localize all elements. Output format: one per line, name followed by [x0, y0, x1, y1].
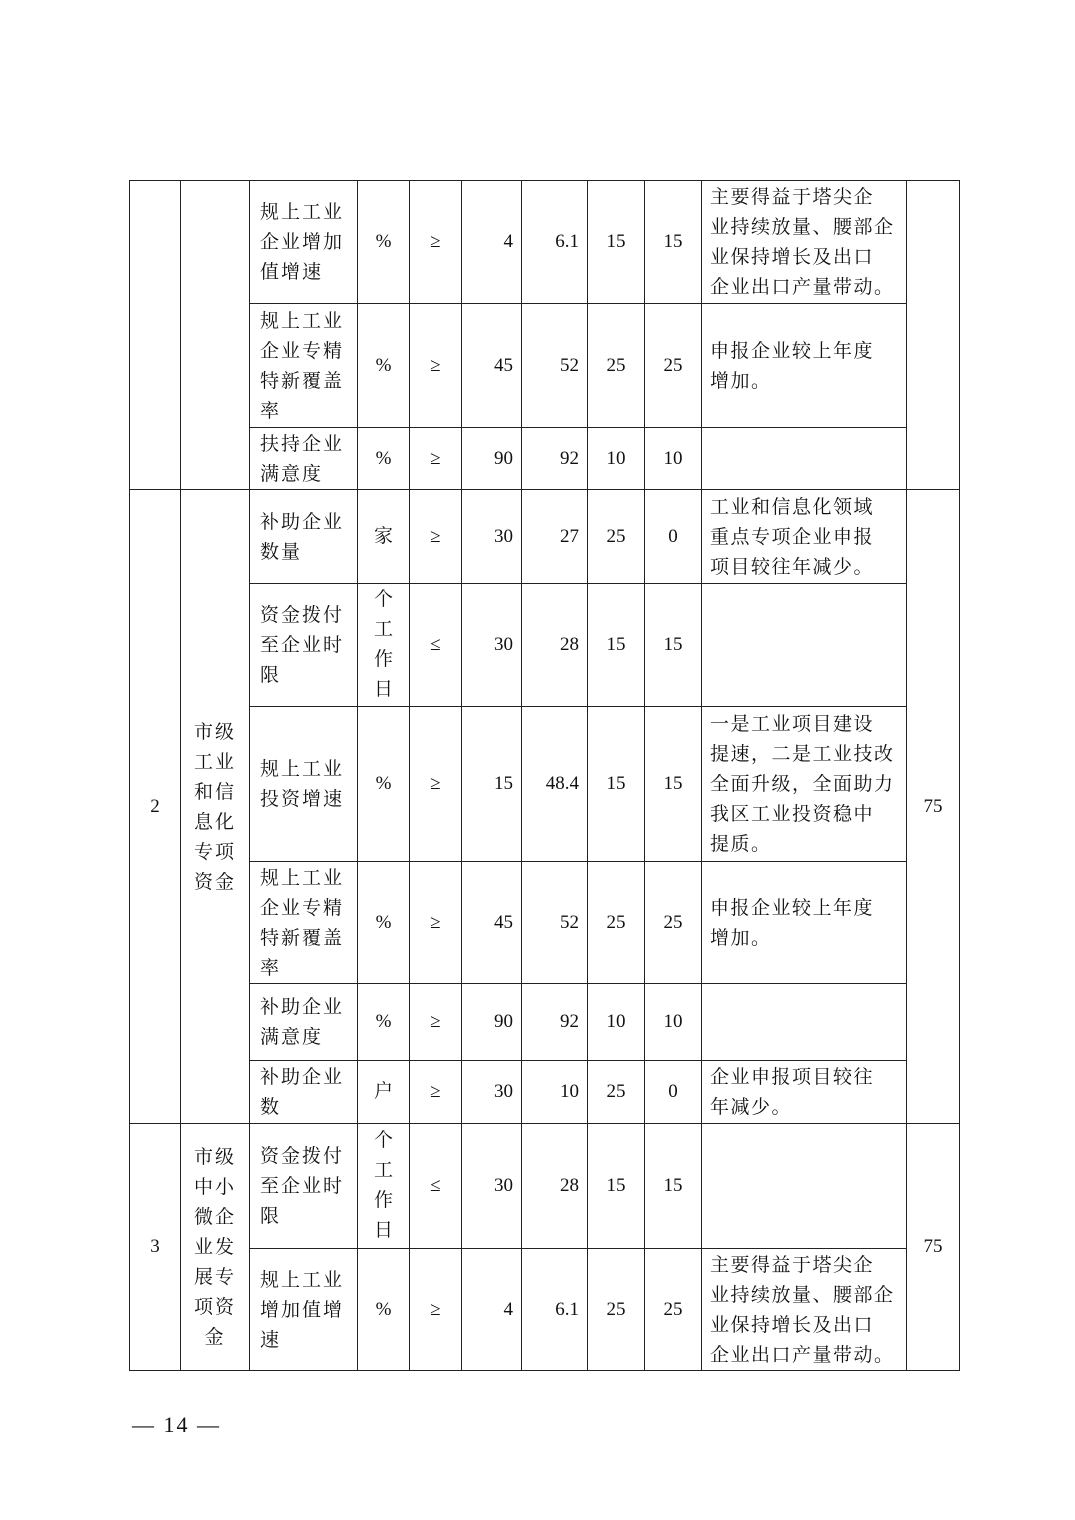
table-row [130, 984, 960, 1061]
group-name: 市级 工业 和信 息化 专项 资金 [181, 490, 250, 1124]
weight: 15 [588, 584, 645, 707]
comparison-operator: ≤ [410, 1124, 462, 1249]
actual-value: 28 [522, 1124, 588, 1249]
remark [702, 428, 907, 490]
actual-value: 6.1 [522, 181, 588, 304]
remark: 工业和信息化领域 重点专项企业申报 项目较往年减少。 [702, 490, 907, 584]
group-number: 2 [130, 490, 181, 1124]
target-value: 4 [462, 181, 522, 304]
weight: 25 [588, 1061, 645, 1124]
remark: 主要得益于塔尖企 业持续放量、腰部企 业保持增长及出口 企业出口产量带动。 [702, 1249, 907, 1371]
score: 0 [645, 490, 702, 584]
comparison-operator: ≥ [410, 304, 462, 428]
weight: 15 [588, 181, 645, 304]
score: 15 [645, 181, 702, 304]
unit: 个 工 作 日 [358, 1124, 410, 1249]
actual-value: 48.4 [522, 707, 588, 862]
table-row [130, 490, 960, 584]
weight: 15 [588, 707, 645, 862]
target-value: 90 [462, 428, 522, 490]
score: 25 [645, 1249, 702, 1371]
indicator-name: 规上工业 投资增速 [250, 707, 358, 862]
actual-value: 52 [522, 304, 588, 428]
remark: 申报企业较上年度 增加。 [702, 304, 907, 428]
unit: % [358, 707, 410, 862]
actual-value: 92 [522, 984, 588, 1061]
target-value: 45 [462, 304, 522, 428]
remark [702, 584, 907, 707]
actual-value: 27 [522, 490, 588, 584]
unit: 户 [358, 1061, 410, 1124]
remark: 主要得益于塔尖企 业持续放量、腰部企 业保持增长及出口 企业出口产量带动。 [702, 181, 907, 304]
score: 15 [645, 584, 702, 707]
unit: 家 [358, 490, 410, 584]
weight: 25 [588, 304, 645, 428]
table-row [130, 1124, 960, 1249]
score: 15 [645, 707, 702, 862]
unit: % [358, 984, 410, 1061]
weight: 10 [588, 984, 645, 1061]
weight: 25 [588, 490, 645, 584]
table-row [130, 428, 960, 490]
indicator-name: 补助企业 数量 [250, 490, 358, 584]
score: 0 [645, 1061, 702, 1124]
actual-value: 10 [522, 1061, 588, 1124]
unit: % [358, 304, 410, 428]
group-name [181, 181, 250, 490]
score: 10 [645, 428, 702, 490]
table-row [130, 707, 960, 862]
page-number: — 14 — [132, 1412, 221, 1437]
weight: 25 [588, 1249, 645, 1371]
comparison-operator: ≥ [410, 862, 462, 984]
indicator-name: 扶持企业 满意度 [250, 428, 358, 490]
unit: 个 工 作 日 [358, 584, 410, 707]
indicator-name: 规上工业 企业专精 特新覆盖 率 [250, 304, 358, 428]
target-value: 30 [462, 490, 522, 584]
unit: % [358, 862, 410, 984]
indicator-name: 补助企业 数 [250, 1061, 358, 1124]
indicator-name: 规上工业 增加值增 速 [250, 1249, 358, 1371]
score: 25 [645, 862, 702, 984]
actual-value: 28 [522, 584, 588, 707]
indicator-name: 补助企业 满意度 [250, 984, 358, 1061]
score: 15 [645, 1124, 702, 1249]
group-number: 3 [130, 1124, 181, 1371]
weight: 10 [588, 428, 645, 490]
indicator-name: 资金拨付 至企业时 限 [250, 1124, 358, 1249]
table-row [130, 862, 960, 984]
remark: 申报企业较上年度 增加。 [702, 862, 907, 984]
actual-value: 92 [522, 428, 588, 490]
group-name: 市级 中小 微企 业发 展专 项资 金 [181, 1124, 250, 1371]
comparison-operator: ≥ [410, 181, 462, 304]
comparison-operator: ≤ [410, 584, 462, 707]
comparison-operator: ≥ [410, 490, 462, 584]
indicator-name: 规上工业 企业增加 值增速 [250, 181, 358, 304]
performance-table [129, 180, 960, 1371]
unit: % [358, 181, 410, 304]
table-row [130, 584, 960, 707]
comparison-operator: ≥ [410, 1061, 462, 1124]
group-number [130, 181, 181, 490]
comparison-operator: ≥ [410, 984, 462, 1061]
target-value: 30 [462, 1061, 522, 1124]
indicator-name: 资金拨付 至企业时 限 [250, 584, 358, 707]
table-row [130, 304, 960, 428]
remark: 企业申报项目较往 年减少。 [702, 1061, 907, 1124]
table-row [130, 1061, 960, 1124]
group-total-score: 75 [907, 490, 960, 1124]
target-value: 30 [462, 1124, 522, 1249]
target-value: 4 [462, 1249, 522, 1371]
target-value: 45 [462, 862, 522, 984]
target-value: 90 [462, 984, 522, 1061]
comparison-operator: ≥ [410, 428, 462, 490]
comparison-operator: ≥ [410, 707, 462, 862]
table-row [130, 181, 960, 304]
group-total-score [907, 181, 960, 490]
target-value: 15 [462, 707, 522, 862]
group-total-score: 75 [907, 1124, 960, 1371]
remark: 一是工业项目建设 提速，二是工业技改 全面升级，全面助力 我区工业投资稳中 提质。 [702, 707, 907, 862]
score: 25 [645, 304, 702, 428]
actual-value: 52 [522, 862, 588, 984]
actual-value: 6.1 [522, 1249, 588, 1371]
weight: 25 [588, 862, 645, 984]
comparison-operator: ≥ [410, 1249, 462, 1371]
table-row [130, 1249, 960, 1371]
unit: % [358, 428, 410, 490]
unit: % [358, 1249, 410, 1371]
remark [702, 984, 907, 1061]
score: 10 [645, 984, 702, 1061]
target-value: 30 [462, 584, 522, 707]
remark [702, 1124, 907, 1249]
weight: 15 [588, 1124, 645, 1249]
indicator-name: 规上工业 企业专精 特新覆盖 率 [250, 862, 358, 984]
